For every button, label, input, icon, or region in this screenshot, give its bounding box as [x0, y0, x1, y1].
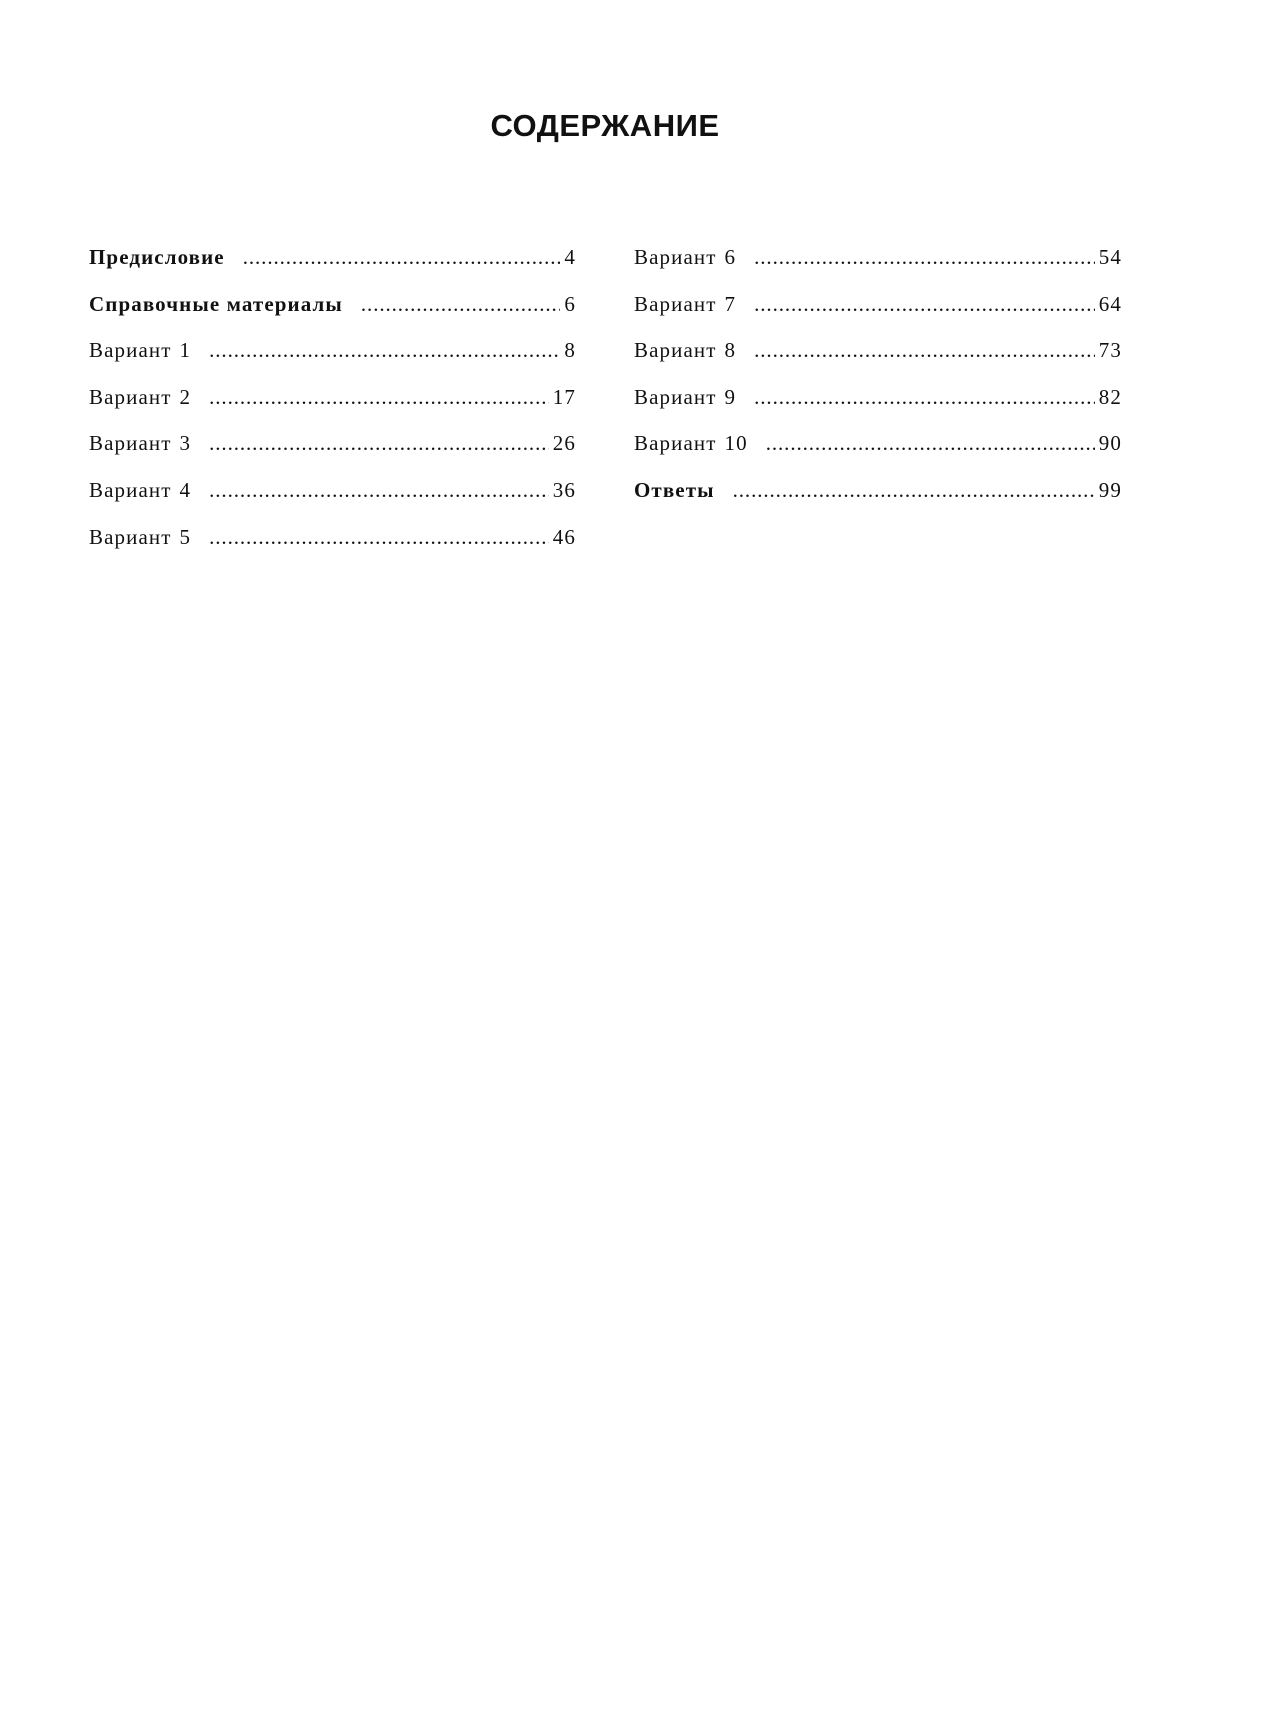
toc-entry-label: Вариант 4: [89, 477, 192, 502]
toc-dot-leader: [243, 245, 561, 270]
toc-page-number: 64: [1098, 291, 1122, 316]
toc-dot-leader: [209, 338, 560, 363]
toc-entry-label: Вариант 8: [634, 338, 737, 363]
toc-entry-label: Вариант 6: [634, 245, 737, 269]
toc-dot-leader: [209, 431, 549, 456]
toc-page-number: 17: [552, 384, 576, 409]
toc-page-number: 6: [564, 291, 576, 316]
toc-dot-leader: [209, 525, 549, 550]
toc-page-number: 82: [1098, 384, 1122, 409]
toc-entry-answers[interactable]: [634, 478, 1122, 525]
toc-entry-variant-8[interactable]: [634, 338, 1122, 385]
toc-entry-preface[interactable]: [89, 245, 576, 292]
toc-entry-variant-3[interactable]: [89, 431, 576, 478]
page-title: СОДЕРЖАНИЕ: [490, 108, 720, 143]
toc-entry-label: Вариант 1: [89, 338, 192, 363]
toc-page-number: 26: [552, 431, 576, 456]
toc-entry-label: Вариант 9: [634, 384, 737, 409]
toc-page-number: 8: [564, 338, 576, 363]
toc-entry-variant-2[interactable]: [89, 385, 576, 432]
toc-dot-leader: [754, 338, 1095, 363]
toc-dot-leader: [361, 292, 560, 317]
toc-entry-reference-materials[interactable]: [89, 292, 576, 339]
toc-entry-variant-10[interactable]: [634, 431, 1122, 478]
toc-page-number: 4: [564, 245, 576, 269]
toc-dot-leader: [754, 385, 1095, 410]
toc-entry-label: Предисловие: [89, 245, 225, 269]
toc-entry-label: Вариант 3: [89, 431, 192, 456]
toc-left-column: [89, 245, 576, 571]
toc-page-number: 46: [552, 524, 576, 549]
toc-entry-label: Вариант 10: [634, 431, 748, 456]
toc-dot-leader: [754, 245, 1095, 270]
toc-entry-variant-4[interactable]: [89, 478, 576, 525]
toc-page-number: 36: [552, 477, 576, 502]
toc-dot-leader: [766, 431, 1095, 456]
toc-entry-variant-7[interactable]: [634, 292, 1122, 339]
toc-page-number: 73: [1098, 338, 1122, 363]
toc-entry-variant-6[interactable]: [634, 245, 1122, 292]
toc-dot-leader: [733, 478, 1095, 503]
toc-entry-variant-5[interactable]: [89, 525, 576, 572]
toc-dot-leader: [209, 478, 549, 503]
toc-entry-variant-1[interactable]: [89, 338, 576, 385]
toc-page-number: 99: [1098, 477, 1122, 502]
toc-entry-label: Ответы: [634, 477, 715, 502]
toc-entry-label: Вариант 2: [89, 384, 192, 409]
toc-entry-variant-9[interactable]: [634, 385, 1122, 432]
toc-dot-leader: [209, 385, 549, 410]
toc-right-column: [634, 245, 1122, 525]
toc-entry-label: Вариант 7: [634, 291, 737, 316]
toc-entry-label: Справочные материалы: [89, 291, 343, 316]
toc-page-number: 90: [1098, 431, 1122, 456]
toc-entry-label: Вариант 5: [89, 524, 192, 549]
toc-dot-leader: [754, 292, 1095, 317]
toc-page-number: 54: [1098, 245, 1122, 269]
